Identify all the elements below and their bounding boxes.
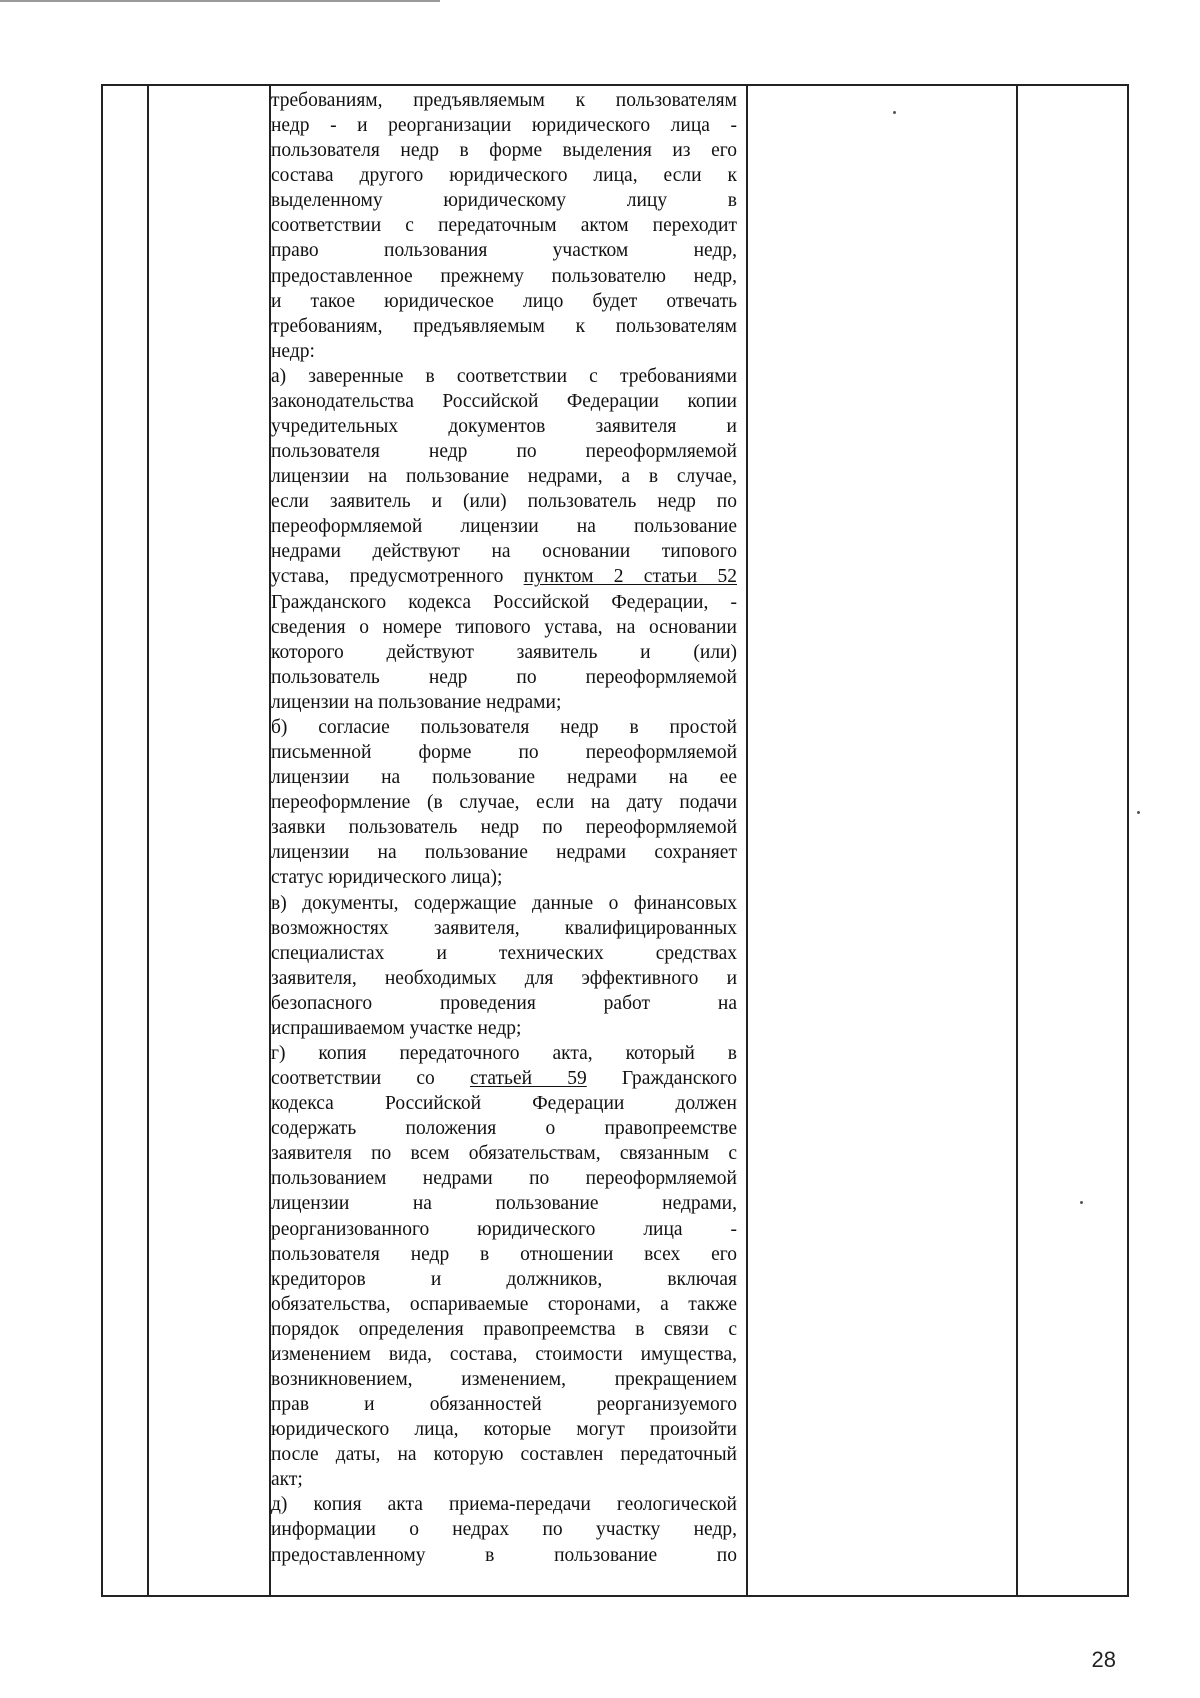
text-line: [271, 891, 737, 916]
line-text: кредиторов и должников, включая: [271, 1268, 737, 1290]
line-text: а) заверенные в соответствии с требованиями: [271, 365, 737, 387]
text-line: [271, 514, 737, 539]
line-text: акт;: [271, 1469, 303, 1491]
line-text: возникновением, изменением, прекращением: [271, 1368, 737, 1390]
line-text: заявителя по всем обязательствам, связанным с: [271, 1143, 737, 1165]
line-text: содержать положения о правопреемстве: [271, 1118, 737, 1140]
text-line: [271, 840, 737, 865]
line-text: б) согласие пользователя недр в простой: [271, 716, 737, 738]
text-line: [271, 690, 737, 715]
text-line: [271, 1517, 737, 1542]
text-line: [271, 389, 737, 414]
text-line: [271, 138, 737, 163]
line-text: возможностях заявителя, квалифицированных: [271, 917, 737, 939]
text-line: [271, 489, 737, 514]
text-line: [271, 1467, 737, 1492]
text-line: [271, 1066, 737, 1091]
text-line: [271, 966, 737, 991]
legal-reference-link[interactable]: статьей 59: [469, 1068, 587, 1090]
text-line: [271, 865, 737, 890]
text-line: [271, 665, 737, 690]
text-line: [271, 715, 737, 740]
scan-edge-line: [0, 0, 440, 2]
text-line: [271, 1367, 737, 1392]
line-text: предоставленному в пользование по: [271, 1544, 737, 1566]
line-text: лицензии на пользование недрами;: [271, 691, 562, 713]
line-text: прав и обязанностей реорганизуемого: [271, 1394, 737, 1416]
line-text: д) копия акта приема-передачи геологической: [271, 1494, 737, 1516]
line-text: юридического лица, которые могут произойти: [271, 1419, 737, 1441]
line-text: лицензии на пользование недрами сохраняет: [271, 842, 737, 864]
scan-speck: [893, 111, 896, 114]
text-line: [271, 590, 737, 615]
line-text: информации о недрах по участку недр,: [271, 1519, 737, 1541]
text-line: [271, 238, 737, 263]
line-text: статус юридического лица);: [271, 867, 503, 889]
text-line: [271, 88, 737, 113]
text-line: [271, 264, 737, 289]
line-text: устава, предусмотренного: [271, 566, 504, 588]
text-line: [271, 1116, 737, 1141]
text-line: [271, 740, 737, 765]
line-text: выделенному юридическому лицу в: [271, 190, 737, 212]
text-line: [271, 1292, 737, 1317]
text-line: [271, 1242, 737, 1267]
text-line: [271, 188, 737, 213]
text-line: [271, 815, 737, 840]
line-text: г) копия передаточного акта, который в: [271, 1042, 737, 1064]
text-line: [271, 1342, 737, 1367]
text-line: [271, 941, 737, 966]
line-text: специалистах и технических средствах: [271, 942, 737, 964]
text-line: [271, 1442, 737, 1467]
text-line: [271, 1141, 737, 1166]
line-text: лицензии на пользование недрами, а в случае,: [271, 466, 737, 488]
text-line: [271, 1317, 737, 1342]
text-line: [271, 790, 737, 815]
line-text: реорганизованного юридического лица -: [271, 1218, 737, 1240]
line-text: недр:: [271, 340, 315, 362]
text-line: [271, 163, 737, 188]
line-text: порядок определения правопреемства в связи с: [271, 1318, 737, 1340]
text-line: [271, 916, 737, 941]
line-text: заявки пользователь недр по переоформляемой: [271, 817, 737, 839]
line-text-after: Гражданского: [621, 1068, 737, 1090]
text-line: [271, 339, 737, 364]
line-text: недр - и реорганизации юридического лица -: [271, 115, 737, 137]
text-line: [271, 1267, 737, 1292]
line-text: требованиям, предъявляемым к пользователям: [271, 315, 737, 337]
text-line: [271, 213, 737, 238]
table-column-border: [147, 86, 149, 1595]
text-line: [271, 564, 737, 589]
line-text: безопасного проведения работ на: [271, 992, 737, 1014]
text-line: [271, 765, 737, 790]
table-column-border: [1016, 86, 1018, 1595]
line-text: соответствии с передаточным актом переходит: [271, 215, 737, 237]
line-text: лицензии на пользование недрами на ее: [271, 767, 737, 789]
text-line: [271, 113, 737, 138]
line-text: обязательства, оспариваемые сторонами, а также: [271, 1293, 737, 1315]
line-text: переоформляемой лицензии на пользование: [271, 516, 737, 538]
text-line: [271, 464, 737, 489]
line-text: состава другого юридического лица, если к: [271, 165, 737, 187]
line-text: предоставленное прежнему пользователю недр,: [271, 265, 737, 287]
scan-speck: [1137, 811, 1140, 814]
line-text: соответствии со: [271, 1068, 435, 1090]
text-line: [271, 1016, 737, 1041]
line-text: пользователя недр по переоформляемой: [271, 441, 737, 463]
text-line: [271, 1091, 737, 1116]
page-number: 28: [1091, 1647, 1116, 1672]
line-text: заявителя, необходимых для эффективного и: [271, 967, 737, 989]
text-line: [271, 1492, 737, 1517]
line-text: учредительных документов заявителя и: [271, 416, 737, 438]
text-line: [271, 991, 737, 1016]
text-line: [271, 539, 737, 564]
text-line: [271, 1041, 737, 1066]
text-line: [271, 1217, 737, 1242]
line-text: сведения о номере типового устава, на основании: [271, 616, 737, 638]
table-column-border: [746, 86, 748, 1595]
line-text: после даты, на которую составлен передаточный: [271, 1444, 737, 1466]
text-line: [271, 364, 737, 389]
line-text: пользователя недр в форме выделения из его: [271, 140, 737, 162]
line-text: если заявитель и (или) пользователь недр по: [271, 491, 737, 513]
text-line: [271, 640, 737, 665]
line-text: право пользования участком недр,: [271, 240, 737, 262]
text-line: [271, 1543, 737, 1568]
table-text-cell: [271, 88, 737, 1596]
text-line: [271, 1166, 737, 1191]
scan-speck: [1080, 1201, 1083, 1204]
line-text: и такое юридическое лицо будет отвечать: [271, 290, 737, 312]
text-line: [271, 1191, 737, 1216]
line-text: лицензии на пользование недрами,: [271, 1193, 737, 1215]
text-line: [271, 1417, 737, 1442]
line-text: в) документы, содержащие данные о финансовых: [271, 892, 737, 914]
line-text: пользователь недр по переоформляемой: [271, 666, 737, 688]
line-text: Гражданского кодекса Российской Федерации, -: [271, 591, 737, 613]
line-text: переоформление (в случае, если на дату подачи: [271, 792, 737, 814]
text-line: [271, 289, 737, 314]
line-text: письменной форме по переоформляемой: [271, 742, 737, 764]
line-text: испрашиваемом участке недр;: [271, 1017, 522, 1039]
text-line: [271, 414, 737, 439]
line-text: законодательства Российской Федерации копии: [271, 390, 737, 412]
line-text: недрами действуют на основании типового: [271, 541, 737, 563]
text-line: [271, 1392, 737, 1417]
text-line: [271, 439, 737, 464]
line-text: кодекса Российской Федерации должен: [271, 1093, 737, 1115]
line-text: требованиям, предъявляемым к пользователям: [271, 90, 737, 111]
line-text: пользователя недр в отношении всех его: [271, 1243, 737, 1265]
text-line: [271, 615, 737, 640]
line-text: которого действуют заявитель и (или): [271, 641, 737, 663]
line-text: пользованием недрами по переоформляемой: [271, 1168, 737, 1190]
line-text: изменением вида, состава, стоимости имущества,: [271, 1343, 737, 1365]
legal-reference-link[interactable]: пунктом 2 статьи 52: [523, 566, 737, 588]
text-line: [271, 314, 737, 339]
